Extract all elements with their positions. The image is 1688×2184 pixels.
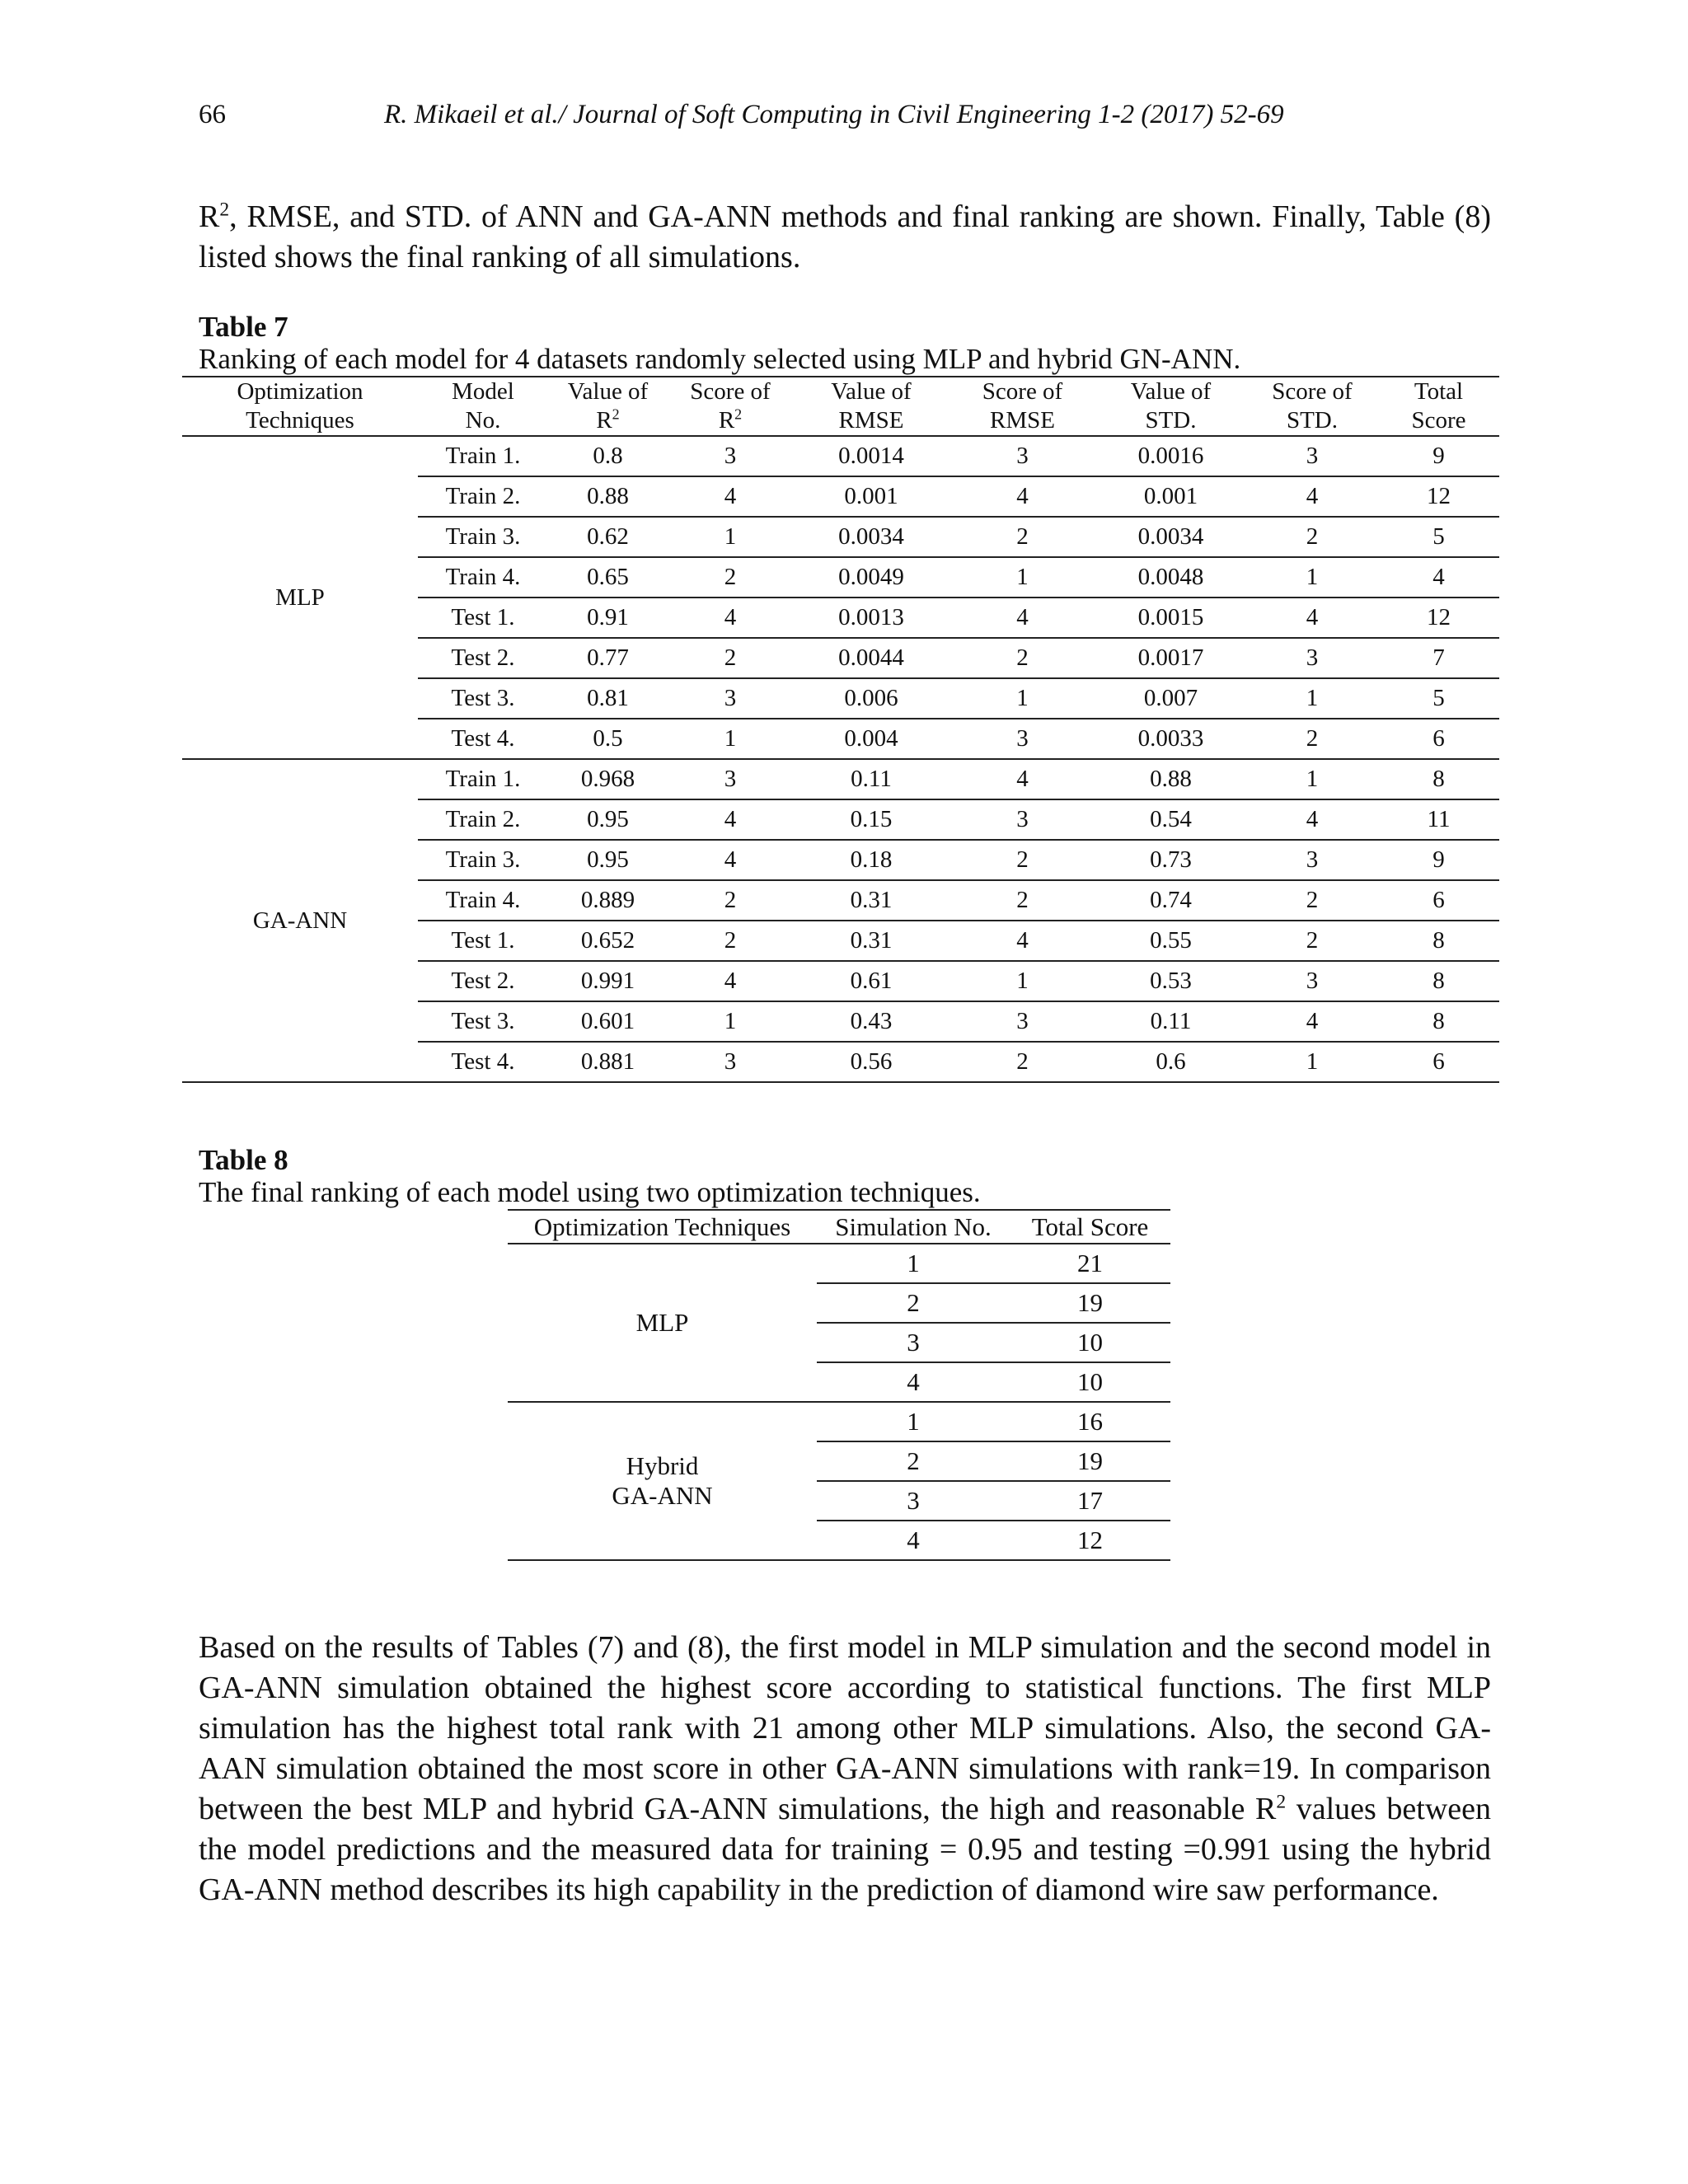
cell-total-score: 6 bbox=[1378, 1042, 1499, 1082]
header-text: Model bbox=[452, 378, 514, 405]
cell-value-r2: 0.81 bbox=[548, 678, 668, 719]
cell-total-score: 12 bbox=[1378, 598, 1499, 638]
cell-score-std: 2 bbox=[1246, 719, 1378, 759]
cell-score-rmse: 4 bbox=[950, 759, 1095, 799]
cell-score-rmse: 4 bbox=[950, 476, 1095, 517]
table-row bbox=[508, 1244, 1170, 1283]
cell-value-r2: 0.65 bbox=[548, 557, 668, 598]
table8-body bbox=[508, 1244, 1170, 1560]
cell-score-r2: 3 bbox=[668, 436, 793, 476]
table-row bbox=[508, 1402, 1170, 1441]
cell-value-std: 0.0015 bbox=[1095, 598, 1246, 638]
cell-model-no: Train 1. bbox=[418, 759, 548, 799]
header-text: No. bbox=[465, 407, 501, 434]
cell-value-r2: 0.95 bbox=[548, 799, 668, 840]
table7 bbox=[182, 376, 1499, 1083]
table8-header-row bbox=[508, 1210, 1170, 1244]
header-text: Total bbox=[1414, 378, 1464, 405]
cell-value-std: 0.0016 bbox=[1095, 436, 1246, 476]
cell-score-rmse: 4 bbox=[950, 921, 1095, 961]
cell-total-score: 5 bbox=[1378, 678, 1499, 719]
cell-value-rmse: 0.0013 bbox=[793, 598, 950, 638]
header-text: Value of bbox=[567, 378, 649, 405]
cell-value-r2: 0.968 bbox=[548, 759, 668, 799]
cell-score-std: 4 bbox=[1246, 799, 1378, 840]
cell-value-rmse: 0.0014 bbox=[793, 436, 950, 476]
conclusion-text-1: Based on the results of Tables (7) and (8), the first model in MLP simulation and the second model in GA-ANN simulation obtained the highest score according to statistical functions. The first MLP simulation has the highest total rank with 21 among other MLP simulations. Also, the second GA-AAN simulation obtained the most score in other GA-ANN simulations with rank=19. In comparison between the best MLP and hybrid GA-ANN simulations, the high and reasonable R bbox=[199, 1630, 1491, 1826]
cell-model-no: Test 1. bbox=[418, 598, 548, 638]
cell-score-std: 4 bbox=[1246, 476, 1378, 517]
header-simulation-no: Simulation No. bbox=[817, 1210, 1010, 1244]
header-text: R bbox=[718, 407, 735, 434]
group-label: GA-ANN bbox=[182, 759, 418, 1082]
cell-score-rmse: 2 bbox=[950, 517, 1095, 557]
header-text: STD. bbox=[1145, 407, 1197, 434]
cell-value-r2: 0.95 bbox=[548, 840, 668, 880]
group-label bbox=[508, 1402, 817, 1560]
cell-value-r2: 0.991 bbox=[548, 961, 668, 1001]
page-number: 66 bbox=[199, 100, 226, 129]
header-value-r2 bbox=[548, 377, 668, 436]
cell-score-r2: 2 bbox=[668, 880, 793, 921]
cell-value-r2: 0.5 bbox=[548, 719, 668, 759]
cell-value-std: 0.53 bbox=[1095, 961, 1246, 1001]
cell-model-no: Train 3. bbox=[418, 517, 548, 557]
header-text: STD. bbox=[1286, 407, 1339, 434]
conclusion-text-2: values between the model predictions and the measured data for training = 0.95 and testing =0.991 using the hybrid GA-ANN method describes its high capability in the prediction of diamond wire saw performance. bbox=[199, 1792, 1491, 1907]
cell-value-rmse: 0.31 bbox=[793, 921, 950, 961]
cell-total-score: 21 bbox=[1010, 1244, 1170, 1283]
header-score-std bbox=[1246, 377, 1378, 436]
conclusion-paragraph bbox=[199, 1628, 1491, 1910]
cell-score-std: 2 bbox=[1246, 921, 1378, 961]
cell-total-score: 7 bbox=[1378, 638, 1499, 678]
cell-value-r2: 0.889 bbox=[548, 880, 668, 921]
cell-score-r2: 3 bbox=[668, 759, 793, 799]
cell-score-rmse: 3 bbox=[950, 719, 1095, 759]
cell-score-r2: 4 bbox=[668, 840, 793, 880]
cell-value-r2: 0.652 bbox=[548, 921, 668, 961]
cell-total-score: 10 bbox=[1010, 1362, 1170, 1402]
header-optimization-techniques bbox=[182, 377, 418, 436]
cell-value-rmse: 0.43 bbox=[793, 1001, 950, 1042]
intro-text: , RMSE, and STD. of ANN and GA-ANN methods and final ranking are shown. Finally, Table (8) listed shows the final ranking of all simulations. bbox=[199, 199, 1491, 274]
cell-model-no: Train 2. bbox=[418, 799, 548, 840]
intro-r: R bbox=[199, 199, 220, 234]
cell-value-std: 0.54 bbox=[1095, 799, 1246, 840]
cell-score-r2: 2 bbox=[668, 557, 793, 598]
cell-model-no: Train 3. bbox=[418, 840, 548, 880]
header-optimization-techniques: Optimization Techniques bbox=[508, 1210, 817, 1244]
cell-score-rmse: 1 bbox=[950, 557, 1095, 598]
cell-model-no: Train 4. bbox=[418, 880, 548, 921]
cell-total-score: 12 bbox=[1378, 476, 1499, 517]
cell-total-score: 19 bbox=[1010, 1283, 1170, 1323]
header-text: Score of bbox=[1272, 378, 1353, 405]
cell-score-std: 3 bbox=[1246, 436, 1378, 476]
cell-value-r2: 0.601 bbox=[548, 1001, 668, 1042]
cell-value-rmse: 0.31 bbox=[793, 880, 950, 921]
cell-value-std: 0.11 bbox=[1095, 1001, 1246, 1042]
cell-value-rmse: 0.001 bbox=[793, 476, 950, 517]
group-label-line: Hybrid bbox=[626, 1451, 699, 1480]
cell-score-std: 3 bbox=[1246, 961, 1378, 1001]
cell-score-rmse: 2 bbox=[950, 880, 1095, 921]
header-text: Score bbox=[1411, 407, 1466, 434]
cell-score-std: 2 bbox=[1246, 880, 1378, 921]
cell-simulation-no: 3 bbox=[817, 1481, 1010, 1521]
cell-score-r2: 4 bbox=[668, 799, 793, 840]
cell-value-r2: 0.91 bbox=[548, 598, 668, 638]
cell-simulation-no: 2 bbox=[817, 1441, 1010, 1481]
cell-simulation-no: 4 bbox=[817, 1521, 1010, 1560]
cell-score-r2: 3 bbox=[668, 1042, 793, 1082]
table-row bbox=[182, 436, 1499, 476]
table-row bbox=[182, 759, 1499, 799]
cell-value-rmse: 0.11 bbox=[793, 759, 950, 799]
cell-model-no: Test 4. bbox=[418, 1042, 548, 1082]
table7-wrapper bbox=[182, 376, 1499, 1083]
cell-value-std: 0.55 bbox=[1095, 921, 1246, 961]
cell-value-r2: 0.881 bbox=[548, 1042, 668, 1082]
table7-header-row bbox=[182, 377, 1499, 436]
table8-label: Table 8 bbox=[199, 1144, 288, 1176]
group-label-line: MLP bbox=[635, 1308, 689, 1337]
cell-score-std: 3 bbox=[1246, 840, 1378, 880]
cell-score-std: 2 bbox=[1246, 517, 1378, 557]
cell-score-r2: 1 bbox=[668, 517, 793, 557]
cell-total-score: 19 bbox=[1010, 1441, 1170, 1481]
cell-model-no: Train 4. bbox=[418, 557, 548, 598]
cell-simulation-no: 3 bbox=[817, 1323, 1010, 1362]
cell-total-score: 6 bbox=[1378, 880, 1499, 921]
cell-total-score: 8 bbox=[1378, 759, 1499, 799]
cell-value-r2: 0.62 bbox=[548, 517, 668, 557]
header-score-r2 bbox=[668, 377, 793, 436]
cell-total-score: 4 bbox=[1378, 557, 1499, 598]
cell-score-r2: 1 bbox=[668, 1001, 793, 1042]
header-text: Techniques bbox=[246, 407, 354, 434]
cell-score-std: 1 bbox=[1246, 1042, 1378, 1082]
cell-simulation-no: 1 bbox=[817, 1244, 1010, 1283]
table7-label: Table 7 bbox=[199, 311, 288, 343]
table8-wrapper bbox=[508, 1209, 1170, 1561]
cell-score-rmse: 2 bbox=[950, 840, 1095, 880]
cell-value-std: 0.0034 bbox=[1095, 517, 1246, 557]
header-text: R bbox=[596, 407, 612, 434]
cell-model-no: Train 1. bbox=[418, 436, 548, 476]
cell-score-rmse: 1 bbox=[950, 678, 1095, 719]
cell-score-r2: 2 bbox=[668, 638, 793, 678]
cell-value-rmse: 0.0049 bbox=[793, 557, 950, 598]
cell-value-r2: 0.77 bbox=[548, 638, 668, 678]
cell-value-rmse: 0.18 bbox=[793, 840, 950, 880]
cell-score-rmse: 1 bbox=[950, 961, 1095, 1001]
cell-score-r2: 4 bbox=[668, 598, 793, 638]
header-superscript: 2 bbox=[734, 405, 743, 423]
cell-model-no: Test 2. bbox=[418, 961, 548, 1001]
cell-total-score: 8 bbox=[1378, 1001, 1499, 1042]
cell-score-std: 4 bbox=[1246, 1001, 1378, 1042]
header-value-rmse bbox=[793, 377, 950, 436]
intro-paragraph bbox=[199, 197, 1491, 278]
header-text: Value of bbox=[831, 378, 912, 405]
cell-simulation-no: 4 bbox=[817, 1362, 1010, 1402]
cell-score-r2: 4 bbox=[668, 476, 793, 517]
cell-total-score: 11 bbox=[1378, 799, 1499, 840]
header-text: Score of bbox=[982, 378, 1063, 405]
header-text: RMSE bbox=[838, 407, 904, 434]
cell-model-no: Test 2. bbox=[418, 638, 548, 678]
cell-score-std: 3 bbox=[1246, 638, 1378, 678]
cell-value-rmse: 0.15 bbox=[793, 799, 950, 840]
cell-value-rmse: 0.56 bbox=[793, 1042, 950, 1082]
cell-model-no: Train 2. bbox=[418, 476, 548, 517]
cell-score-rmse: 2 bbox=[950, 1042, 1095, 1082]
cell-value-std: 0.88 bbox=[1095, 759, 1246, 799]
header-total-score bbox=[1378, 377, 1499, 436]
cell-score-rmse: 3 bbox=[950, 1001, 1095, 1042]
header-total-score: Total Score bbox=[1010, 1210, 1170, 1244]
cell-score-rmse: 2 bbox=[950, 638, 1095, 678]
table7-caption: Ranking of each model for 4 datasets randomly selected using MLP and hybrid GN-ANN. bbox=[199, 343, 1241, 375]
header-text: Value of bbox=[1130, 378, 1212, 405]
cell-value-rmse: 0.006 bbox=[793, 678, 950, 719]
cell-score-rmse: 3 bbox=[950, 799, 1095, 840]
cell-score-std: 4 bbox=[1246, 598, 1378, 638]
cell-simulation-no: 1 bbox=[817, 1402, 1010, 1441]
cell-model-no: Test 4. bbox=[418, 719, 548, 759]
cell-total-score: 9 bbox=[1378, 840, 1499, 880]
cell-value-std: 0.0033 bbox=[1095, 719, 1246, 759]
header-text: RMSE bbox=[990, 407, 1055, 434]
header-model-no bbox=[418, 377, 548, 436]
cell-simulation-no: 2 bbox=[817, 1283, 1010, 1323]
cell-total-score: 9 bbox=[1378, 436, 1499, 476]
cell-value-r2: 0.8 bbox=[548, 436, 668, 476]
conclusion-superscript: 2 bbox=[1276, 1791, 1287, 1813]
table8-caption: The final ranking of each model using two optimization techniques. bbox=[199, 1176, 981, 1208]
cell-score-std: 1 bbox=[1246, 759, 1378, 799]
cell-total-score: 8 bbox=[1378, 921, 1499, 961]
cell-score-r2: 2 bbox=[668, 921, 793, 961]
group-label-line: GA-ANN bbox=[612, 1481, 713, 1510]
cell-value-std: 0.6 bbox=[1095, 1042, 1246, 1082]
table8 bbox=[508, 1209, 1170, 1561]
cell-value-std: 0.0017 bbox=[1095, 638, 1246, 678]
cell-value-rmse: 0.61 bbox=[793, 961, 950, 1001]
cell-total-score: 16 bbox=[1010, 1402, 1170, 1441]
cell-value-std: 0.0048 bbox=[1095, 557, 1246, 598]
header-text: Optimization bbox=[237, 378, 363, 405]
cell-model-no: Test 3. bbox=[418, 678, 548, 719]
cell-value-std: 0.007 bbox=[1095, 678, 1246, 719]
header-superscript: 2 bbox=[612, 405, 620, 423]
header-value-std bbox=[1095, 377, 1246, 436]
group-label: MLP bbox=[182, 436, 418, 759]
cell-total-score: 10 bbox=[1010, 1323, 1170, 1362]
cell-value-rmse: 0.0034 bbox=[793, 517, 950, 557]
cell-score-std: 1 bbox=[1246, 678, 1378, 719]
header-text: Score of bbox=[690, 378, 771, 405]
cell-score-r2: 3 bbox=[668, 678, 793, 719]
cell-score-std: 1 bbox=[1246, 557, 1378, 598]
cell-value-std: 0.73 bbox=[1095, 840, 1246, 880]
header-score-rmse bbox=[950, 377, 1095, 436]
table7-body bbox=[182, 436, 1499, 1082]
cell-score-rmse: 3 bbox=[950, 436, 1095, 476]
group-label bbox=[508, 1244, 817, 1402]
cell-value-std: 0.74 bbox=[1095, 880, 1246, 921]
cell-model-no: Test 3. bbox=[418, 1001, 548, 1042]
cell-value-rmse: 0.0044 bbox=[793, 638, 950, 678]
cell-value-r2: 0.88 bbox=[548, 476, 668, 517]
cell-score-r2: 4 bbox=[668, 961, 793, 1001]
running-title: R. Mikaeil et al./ Journal of Soft Computing in Civil Engineering 1-2 (2017) 52-69 bbox=[384, 100, 1284, 129]
cell-total-score: 5 bbox=[1378, 517, 1499, 557]
cell-value-rmse: 0.004 bbox=[793, 719, 950, 759]
intro-superscript: 2 bbox=[219, 199, 230, 221]
cell-model-no: Test 1. bbox=[418, 921, 548, 961]
cell-total-score: 12 bbox=[1010, 1521, 1170, 1560]
cell-value-std: 0.001 bbox=[1095, 476, 1246, 517]
cell-total-score: 6 bbox=[1378, 719, 1499, 759]
cell-total-score: 17 bbox=[1010, 1481, 1170, 1521]
cell-score-rmse: 4 bbox=[950, 598, 1095, 638]
cell-total-score: 8 bbox=[1378, 961, 1499, 1001]
cell-score-r2: 1 bbox=[668, 719, 793, 759]
